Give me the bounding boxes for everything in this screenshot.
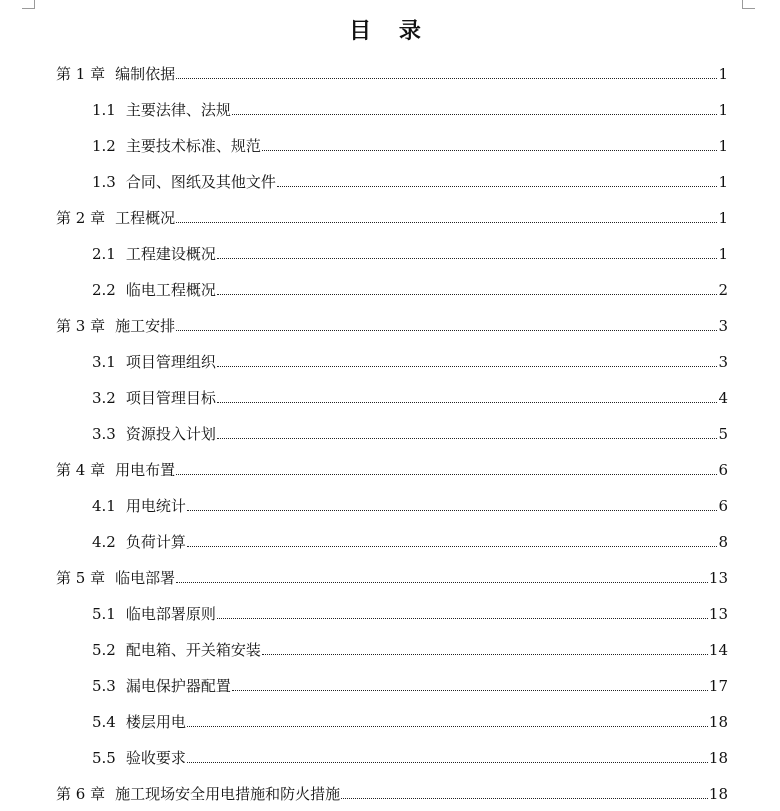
- toc-entry[interactable]: [92, 746, 728, 768]
- toc-entry-number: 5.2: [92, 641, 116, 659]
- toc-entry-number: 第 5 章: [56, 569, 106, 587]
- toc-entry-number: 1.1: [92, 101, 116, 119]
- dot-leader: [217, 437, 718, 439]
- toc-entry-number: 1.2: [92, 137, 116, 155]
- toc-entry-number: 3.1: [92, 353, 116, 371]
- toc-entry[interactable]: [56, 566, 728, 588]
- toc-entry[interactable]: [92, 638, 728, 660]
- toc-entry[interactable]: [92, 242, 728, 264]
- toc-entry-label: 用电布置: [115, 461, 176, 479]
- toc-entry-page: 2: [718, 281, 728, 299]
- toc-entry-number: 2.1: [92, 245, 116, 263]
- toc-entry[interactable]: [92, 278, 728, 300]
- toc-entry-number: 第 1 章: [56, 65, 106, 83]
- dot-leader: [217, 617, 708, 619]
- toc-entry[interactable]: [92, 350, 728, 372]
- toc-entry-number: 1.3: [92, 173, 116, 191]
- toc-entry-label: 编制依据: [115, 65, 176, 83]
- toc-entry[interactable]: [92, 386, 728, 408]
- toc-entry-label: 施工现场安全用电措施和防火措施: [115, 785, 341, 803]
- toc-entry-label: 项目管理目标: [125, 389, 216, 407]
- toc-entry-number: 5.5: [92, 749, 116, 767]
- toc-entry-label: 漏电保护器配置: [125, 677, 231, 695]
- dot-leader: [262, 653, 708, 655]
- toc-entry-page: 18: [708, 713, 728, 731]
- dot-leader: [187, 509, 718, 511]
- dot-leader: [232, 113, 718, 115]
- toc-entry-page: 13: [708, 605, 728, 623]
- dot-leader: [217, 365, 718, 367]
- dot-leader: [176, 77, 717, 79]
- toc-entry-label: 临电部署原则: [125, 605, 216, 623]
- toc-entry-label: 临电部署: [115, 569, 176, 587]
- toc-entry-number: 3.2: [92, 389, 116, 407]
- dot-leader: [232, 689, 708, 691]
- toc-entry[interactable]: [92, 710, 728, 732]
- toc-entry-page: 1: [718, 209, 728, 227]
- toc-entry-number: 第 4 章: [56, 461, 106, 479]
- dot-leader: [176, 473, 717, 475]
- toc-entry[interactable]: [92, 134, 728, 156]
- toc-entry-label: 工程建设概况: [125, 245, 216, 263]
- toc-entry-page: 1: [718, 245, 728, 263]
- toc-entry-number: 第 3 章: [56, 317, 106, 335]
- toc-entry-label: 楼层用电: [125, 713, 186, 731]
- toc-entry-page: 3: [718, 317, 728, 335]
- toc-entry-page: 17: [708, 677, 728, 695]
- toc-entry[interactable]: [92, 530, 728, 552]
- dot-leader: [277, 185, 718, 187]
- page-corner-mark: [22, 0, 35, 9]
- toc-entry-number: 2.2: [92, 281, 116, 299]
- dot-leader: [187, 545, 718, 547]
- toc-entry[interactable]: [92, 674, 728, 696]
- toc-title: 目 录: [349, 19, 431, 44]
- toc-entry[interactable]: [56, 314, 728, 336]
- toc-entry[interactable]: [92, 602, 728, 624]
- toc-entry-page: 1: [718, 65, 728, 83]
- toc-entry-number: 4.2: [92, 533, 116, 551]
- toc-entry-label: 合同、图纸及其他文件: [125, 173, 276, 191]
- dot-leader: [187, 725, 708, 727]
- toc-entry-label: 临电工程概况: [125, 281, 216, 299]
- toc-entry-label: 负荷计算: [125, 533, 186, 551]
- toc-entry[interactable]: [56, 782, 728, 804]
- dot-leader: [262, 149, 718, 151]
- toc-entry-page: 6: [718, 461, 728, 479]
- toc-entry-page: 6: [718, 497, 728, 515]
- toc-entry-number: 4.1: [92, 497, 116, 515]
- dot-leader: [217, 401, 718, 403]
- toc-entry-page: 1: [718, 173, 728, 191]
- toc-entry-number: 第 6 章: [56, 785, 106, 803]
- dot-leader: [217, 257, 718, 259]
- toc-entry-page: 8: [718, 533, 728, 551]
- toc-entry[interactable]: [56, 458, 728, 480]
- toc-entry-label: 资源投入计划: [125, 425, 216, 443]
- toc-entry-label: 验收要求: [125, 749, 186, 767]
- dot-leader: [217, 293, 718, 295]
- toc-entry-page: 18: [708, 785, 728, 803]
- toc-entry-number: 3.3: [92, 425, 116, 443]
- toc-entry-label: 项目管理组织: [125, 353, 216, 371]
- toc-entry[interactable]: [56, 62, 728, 84]
- toc-entry-number: 第 2 章: [56, 209, 106, 227]
- toc-entry[interactable]: [92, 170, 728, 192]
- toc-entry[interactable]: [92, 422, 728, 444]
- toc-entry-number: 5.4: [92, 713, 116, 731]
- toc-entry[interactable]: [92, 494, 728, 516]
- toc-entry-label: 用电统计: [125, 497, 186, 515]
- page-corner-mark: [742, 0, 755, 9]
- toc-entry-number: 5.3: [92, 677, 116, 695]
- dot-leader: [176, 221, 717, 223]
- toc-entry-label: 施工安排: [115, 317, 176, 335]
- toc-entry-page: 13: [708, 569, 728, 587]
- toc-entry-page: 4: [718, 389, 728, 407]
- dot-leader: [176, 581, 708, 583]
- toc-entry-label: 主要法律、法规: [125, 101, 231, 119]
- toc-entry-label: 主要技术标准、规范: [125, 137, 261, 155]
- toc-entry-page: 3: [718, 353, 728, 371]
- dot-leader: [176, 329, 717, 331]
- toc-entry-page: 1: [718, 137, 728, 155]
- toc-entry-page: 18: [708, 749, 728, 767]
- toc-entry-label: 工程概况: [115, 209, 176, 227]
- toc-entry-label: 配电箱、开关箱安装: [125, 641, 261, 659]
- dot-leader: [341, 797, 708, 799]
- toc-entry-page: 5: [718, 425, 728, 443]
- toc-entry-page: 1: [718, 101, 728, 119]
- toc-entry-page: 14: [708, 641, 728, 659]
- toc-entry[interactable]: [56, 206, 728, 228]
- dot-leader: [187, 761, 708, 763]
- toc-entry[interactable]: [92, 98, 728, 120]
- toc-entry-number: 5.1: [92, 605, 116, 623]
